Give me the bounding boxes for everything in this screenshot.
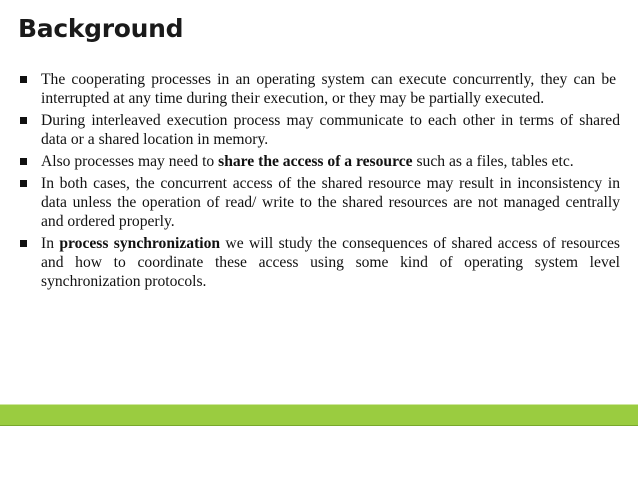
bullet-item — [20, 234, 620, 291]
bullet-text: During interleaved execution process may communicate to each other in terms of shared data or a shared location in memory. — [41, 112, 620, 148]
bullet-bold-text: share the access of a resource — [218, 153, 413, 170]
bullet-item — [20, 70, 620, 108]
bullet-text-end: we will study the consequences of shared access of resources and how to coordinate these access using some kind of operating system level synchronization protocols. — [41, 235, 620, 290]
bullet-bold-text: process synchronization — [59, 235, 221, 252]
accent-bar — [0, 404, 638, 426]
bullet-text: In — [41, 235, 60, 252]
bullet-item — [20, 174, 620, 231]
bullet-text-end: such as a files, tables etc. — [412, 153, 574, 170]
square-bullet-icon — [20, 240, 27, 247]
bullet-item — [20, 111, 620, 149]
slide-title: Background — [18, 14, 184, 43]
square-bullet-icon — [20, 158, 27, 165]
bullet-text: In both cases, the concurrent access of the shared resource may result in inconsistency in data unless the operation of read/ write to the shared resources are not managed centrally and ordered properly. — [41, 175, 620, 230]
square-bullet-icon — [20, 117, 27, 124]
bullet-text: Also processes may need to — [41, 153, 219, 170]
square-bullet-icon — [20, 76, 27, 83]
square-bullet-icon — [20, 180, 27, 187]
bullet-text: The cooperating processes in an operating system can execute concurrently, they can be interrupted at any time during their execution, or they may be partially executed. — [41, 71, 620, 107]
bullet-item — [20, 152, 620, 171]
bullet-list — [20, 70, 620, 294]
